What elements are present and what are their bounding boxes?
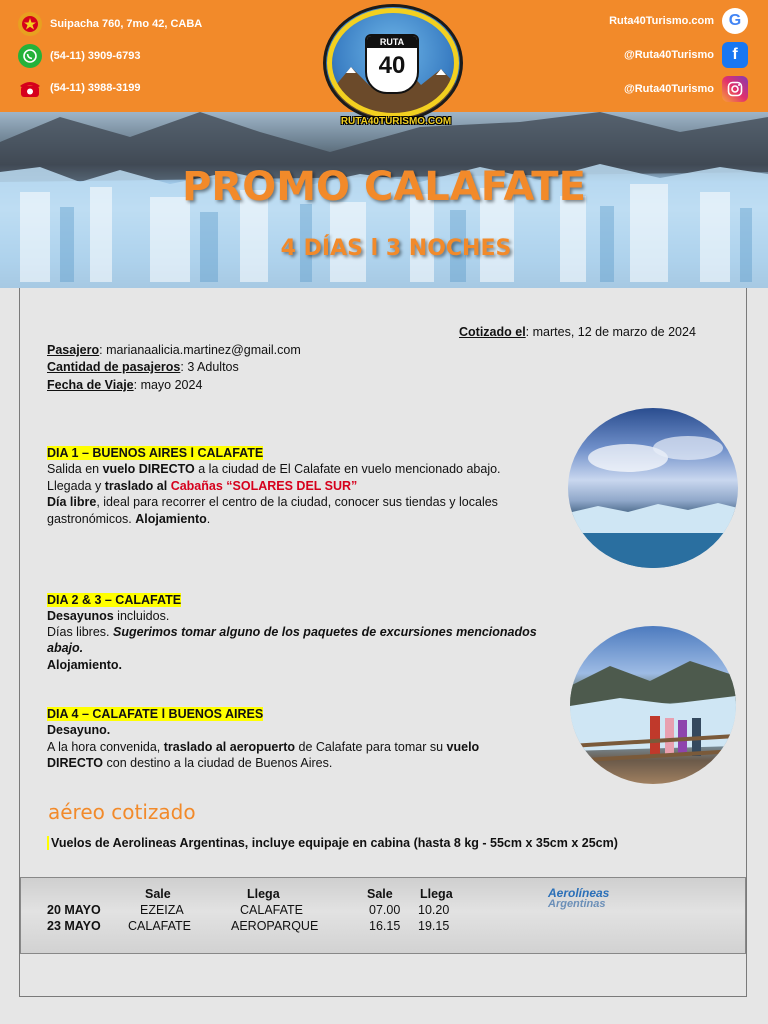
day23-l1a: Desayunos xyxy=(47,609,114,623)
day23-line1 xyxy=(47,608,169,625)
day23-l2a: Días libres. xyxy=(47,625,113,639)
instagram-row xyxy=(624,76,748,102)
flight1-to: CALAFATE xyxy=(240,903,303,917)
flight1-arr: 10.20 xyxy=(418,903,450,917)
airline-name-1: Aerolíneas xyxy=(548,886,610,900)
quote-date xyxy=(459,324,696,341)
instagram-text[interactable]: @Ruta40Turismo xyxy=(624,83,714,95)
day4-l1: Desayuno xyxy=(47,723,107,737)
address-row xyxy=(18,12,202,36)
day1-l1c: a la ciudad de El Calafate en vuelo mencionado abajo. xyxy=(194,462,501,476)
travelers-glacier-photo xyxy=(570,626,736,784)
location-pin-icon xyxy=(18,12,42,36)
passenger-count-line xyxy=(47,359,239,376)
address-text: Suipacha 760, 7mo 42, CABA xyxy=(50,18,203,30)
day4-l3b: con destino a la ciudad de Buenos Aires. xyxy=(103,756,333,770)
passenger-count-label: Cantidad de pasajeros xyxy=(47,360,181,374)
day23-line4 xyxy=(47,657,122,674)
logo-website: RUTA40TURISMO.COM xyxy=(340,116,452,127)
day4-line1 xyxy=(47,722,110,739)
whatsapp-icon xyxy=(18,44,42,68)
day4-line3 xyxy=(47,755,332,772)
telephone-icon xyxy=(18,76,42,100)
whatsapp-text[interactable]: (54-11) 3909-6793 xyxy=(50,50,141,62)
header-llega-1: Llega xyxy=(247,887,280,901)
day4-title-text: DIA 4 – CALAFATE l BUENOS AIRES xyxy=(47,707,264,721)
day1-line4 xyxy=(47,511,210,528)
day1-l4b: Alojamiento xyxy=(135,512,207,526)
airline-name-2: Argentinas xyxy=(548,898,606,910)
flight1-from: EZEIZA xyxy=(140,903,184,917)
promo-subtitle: 4 DÍAS l 3 NOCHES xyxy=(280,236,512,261)
shield-label: RUTA xyxy=(367,36,417,48)
phone-row xyxy=(18,76,141,100)
website-text[interactable]: Ruta40Turismo.com xyxy=(609,15,714,27)
day4-l2c: de Calafate para tomar su xyxy=(295,740,447,754)
flight1-date: 20 MAYO xyxy=(47,903,101,917)
ruta40-logo xyxy=(319,4,469,128)
flights-section-title: aéreo cotizado xyxy=(48,800,196,824)
day1-l4c: . xyxy=(206,512,211,526)
day4-l2d: vuelo xyxy=(446,740,480,754)
travel-date-label: Fecha de Viaje xyxy=(47,378,134,392)
day1-l2b: traslado al xyxy=(104,479,171,493)
passenger-value: : marianaalicia.martinez@gmail.com xyxy=(99,343,301,357)
passenger-count-value: : 3 Adultos xyxy=(180,360,239,374)
day23-title-text: DIA 2 & 3 – CALAFATE xyxy=(47,593,182,607)
flight1-dep: 07.00 xyxy=(369,903,401,917)
phone-text[interactable]: (54-11) 3988-3199 xyxy=(50,82,141,94)
header-sale-2: Sale xyxy=(367,887,393,901)
hotel-name: Cabañas “SOLARES DEL SUR” xyxy=(170,479,358,493)
aerolineas-logo xyxy=(548,888,612,916)
day23-l1b: incluidos. xyxy=(113,609,170,623)
flights-note: Vuelos de Aerolineas Argentinas, incluye equipaje en cabina (hasta 8 kg - 55cm x 35cm x 25cm) xyxy=(47,836,618,850)
day4-title xyxy=(47,706,263,723)
day23-line3 xyxy=(47,640,83,657)
day1-title-text: DIA 1 – BUENOS AIRES l CALAFATE xyxy=(47,446,264,460)
day1-l1a: Salida en xyxy=(47,462,103,476)
quote-date-value: : martes, 12 de marzo de 2024 xyxy=(525,325,696,339)
day1-l2a: Llegada y xyxy=(47,479,105,493)
day1-title xyxy=(47,445,263,462)
day23-l4: Alojamiento xyxy=(47,658,119,672)
quote-date-label: Cotizado el xyxy=(459,325,526,339)
day1-l3a: Día libre xyxy=(47,495,97,509)
passenger-line xyxy=(47,342,301,359)
day1-l3b: , ideal para recorrer el centro de la ciudad, conocer sus tiendas y locales xyxy=(96,495,498,509)
day4-line2 xyxy=(47,739,479,756)
day1-l4a: gastronómicos. xyxy=(47,512,136,526)
passenger-label: Pasajero xyxy=(47,343,100,357)
day1-line2 xyxy=(47,478,357,495)
flight2-arr: 19.15 xyxy=(418,919,450,933)
flight2-to: AEROPARQUE xyxy=(231,919,319,933)
facebook-text[interactable]: @Ruta40Turismo xyxy=(624,49,714,61)
day1-line1 xyxy=(47,461,501,478)
day4-l3a: DIRECTO xyxy=(47,756,104,770)
google-icon: G xyxy=(722,8,748,34)
flight2-from: CALAFATE xyxy=(128,919,191,933)
day23-l2b: Sugerimos tomar alguno de los paquetes de excursiones mencionados xyxy=(113,625,537,639)
glacier-banner xyxy=(0,112,768,288)
facebook-row xyxy=(624,42,748,68)
day4-l1b: . xyxy=(106,723,111,737)
day1-line3 xyxy=(47,494,498,511)
day4-l2b: traslado al aeropuerto xyxy=(163,740,296,754)
flight2-dep: 16.15 xyxy=(369,919,401,933)
promo-title: PROMO CALAFATE xyxy=(182,164,586,210)
facebook-icon: f xyxy=(722,42,748,68)
flight2-date: 23 MAYO xyxy=(47,919,101,933)
day23-line2 xyxy=(47,624,537,641)
route-shield xyxy=(365,34,419,94)
day1-l1b: vuelo DIRECTO xyxy=(102,462,195,476)
travel-date-value: : mayo 2024 xyxy=(133,378,203,392)
travel-date-line xyxy=(47,377,202,394)
instagram-icon xyxy=(722,76,748,102)
day23-title xyxy=(47,592,181,609)
day4-l2a: A la hora convenida, xyxy=(47,740,164,754)
shield-number: 40 xyxy=(378,52,406,79)
whatsapp-row xyxy=(18,44,141,68)
website-row xyxy=(609,8,748,34)
day23-l3: abajo. xyxy=(47,641,84,655)
header-llega-2: Llega xyxy=(420,887,453,901)
glacier-sunset-photo xyxy=(568,408,738,568)
header-sale-1: Sale xyxy=(145,887,171,901)
day23-l4b: . xyxy=(118,658,123,672)
